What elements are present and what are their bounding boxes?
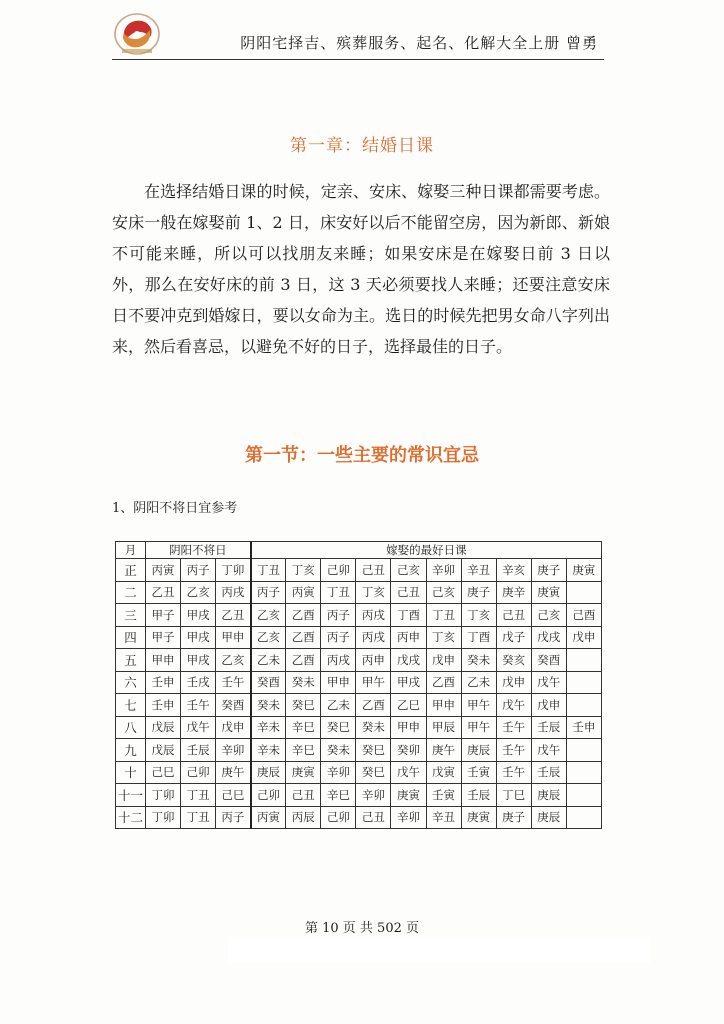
month-cell: 八 <box>116 716 146 739</box>
bujiang-day-cell: 丁卯 <box>146 784 181 807</box>
best-day-cell: 丁丑 <box>321 581 356 604</box>
best-day-cell: 壬午 <box>496 761 531 784</box>
best-day-cell: 甲午 <box>461 716 496 739</box>
best-day-cell: 戊午 <box>531 671 566 694</box>
best-day-cell: 乙酉 <box>426 671 461 694</box>
bujiang-day-cell: 己巳 <box>146 761 181 784</box>
best-day-cell: 癸酉 <box>531 649 566 672</box>
best-day-cell <box>566 806 601 829</box>
best-day-cell: 丙戌 <box>356 626 391 649</box>
table-row <box>116 694 602 717</box>
best-day-cell: 癸巳 <box>286 694 321 717</box>
table-row <box>116 626 602 649</box>
best-day-cell: 辛巳 <box>286 716 321 739</box>
best-day-cell: 癸亥 <box>496 649 531 672</box>
bujiang-day-cell: 癸酉 <box>216 694 251 717</box>
table-header-row <box>116 542 602 559</box>
best-day-cell: 戊午 <box>391 761 426 784</box>
bujiang-day-cell: 乙丑 <box>216 604 251 627</box>
bujiang-day-cell: 戊申 <box>216 716 251 739</box>
best-day-cell: 丁酉 <box>391 604 426 627</box>
best-day-cell: 戊申 <box>496 671 531 694</box>
best-day-cell: 丁酉 <box>461 626 496 649</box>
best-day-cell: 己卯 <box>321 806 356 829</box>
best-day-cell: 壬辰 <box>461 784 496 807</box>
best-day-cell: 丙辰 <box>286 806 321 829</box>
best-day-cell: 庚子 <box>461 581 496 604</box>
best-day-cell: 庚辰 <box>531 806 566 829</box>
best-day-cell: 乙亥 <box>251 604 286 627</box>
bujiang-day-cell: 甲戌 <box>181 604 216 627</box>
scan-blank-strip <box>228 937 650 963</box>
best-day-cell: 庚寅 <box>461 806 496 829</box>
bujiang-day-cell: 乙丑 <box>146 581 181 604</box>
best-day-cell: 辛丑 <box>461 559 496 582</box>
best-day-cell: 庚子 <box>531 559 566 582</box>
best-day-cell: 丁巳 <box>496 784 531 807</box>
best-day-cell: 癸酉 <box>251 671 286 694</box>
bujiang-day-cell: 己巳 <box>216 784 251 807</box>
best-day-cell: 丁亥 <box>461 604 496 627</box>
best-day-cell: 壬申 <box>566 716 601 739</box>
best-day-cell: 丙子 <box>251 581 286 604</box>
best-day-cell: 乙未 <box>251 649 286 672</box>
best-day-cell: 辛亥 <box>496 559 531 582</box>
best-day-cell: 丙申 <box>391 626 426 649</box>
best-day-cell: 己丑 <box>286 784 321 807</box>
best-day-cell: 辛未 <box>251 716 286 739</box>
table-row <box>116 806 602 829</box>
table-row <box>116 581 602 604</box>
bujiang-day-cell: 丁卯 <box>146 806 181 829</box>
month-cell: 二 <box>116 581 146 604</box>
best-day-cell: 戊子 <box>496 626 531 649</box>
intro-paragraph: 在选择结婚日课的时候，定亲、安床、嫁娶三种日课都需要考虑。安床一般在嫁娶前 1、2 日，床安好以后不能留空房，因为新郎、新娘不可能来睡，所以可以找朋友来睡；如果安床是在嫁娶日前 3 日以外，那么在安好床的前 3 日，这 3 天必须要找人来睡；还要注意安床日不要冲克到婚嫁日，要以女命为主。选日的时候先把男女命八字列出来，然后看喜忌，以避免不好的日子，选择最佳的日子。 <box>112 182 610 356</box>
best-day-cell: 丁亥 <box>426 626 461 649</box>
best-day-cell: 己亥 <box>391 559 426 582</box>
best-day-cell: 壬午 <box>496 739 531 762</box>
bujiang-day-cell: 甲子 <box>146 626 181 649</box>
best-day-cell: 甲戌 <box>391 671 426 694</box>
header-best-days: 嫁娶的最好日课 <box>251 542 602 559</box>
best-day-cell <box>566 649 601 672</box>
bujiang-day-cell: 己卯 <box>181 761 216 784</box>
month-cell: 六 <box>116 671 146 694</box>
best-day-cell: 戊戌 <box>391 649 426 672</box>
item-title: 1、阴阳不将日宜参考 <box>112 501 238 516</box>
best-day-cell: 辛未 <box>251 739 286 762</box>
table-row <box>116 649 602 672</box>
best-day-cell: 丙子 <box>321 604 356 627</box>
month-cell: 七 <box>116 694 146 717</box>
wedding-day-table <box>115 541 602 829</box>
best-day-cell: 己酉 <box>566 604 601 627</box>
best-day-cell: 壬辰 <box>531 761 566 784</box>
best-day-cell: 戊申 <box>566 626 601 649</box>
best-day-cell: 甲申 <box>391 716 426 739</box>
best-day-cell: 乙未 <box>461 671 496 694</box>
best-day-cell: 乙未 <box>321 694 356 717</box>
bujiang-day-cell: 戊午 <box>181 716 216 739</box>
bujiang-day-cell: 壬申 <box>146 671 181 694</box>
bujiang-day-cell: 壬戌 <box>181 671 216 694</box>
bujiang-day-cell: 戊辰 <box>146 716 181 739</box>
publisher-logo <box>112 12 162 58</box>
best-day-cell: 丙子 <box>321 626 356 649</box>
best-day-cell: 乙亥 <box>251 626 286 649</box>
best-day-cell: 壬寅 <box>426 784 461 807</box>
month-cell: 正 <box>116 559 146 582</box>
best-day-cell: 辛卯 <box>356 784 391 807</box>
best-day-cell: 乙酉 <box>286 649 321 672</box>
best-day-cell: 甲申 <box>321 671 356 694</box>
bujiang-day-cell: 甲戌 <box>181 626 216 649</box>
best-day-cell: 庚寅 <box>286 761 321 784</box>
best-day-cell: 癸巳 <box>321 716 356 739</box>
bujiang-day-cell: 乙亥 <box>181 581 216 604</box>
best-day-cell: 乙酉 <box>286 626 321 649</box>
best-day-cell: 甲申 <box>426 694 461 717</box>
best-day-cell: 己卯 <box>321 559 356 582</box>
best-day-cell: 己亥 <box>426 581 461 604</box>
best-day-cell: 甲辰 <box>426 716 461 739</box>
best-day-cell: 丙戌 <box>356 604 391 627</box>
best-day-cell: 壬午 <box>496 716 531 739</box>
header-divider <box>112 59 604 60</box>
best-day-cell: 戊寅 <box>426 761 461 784</box>
best-day-cell: 癸巳 <box>356 761 391 784</box>
best-day-cell: 己丑 <box>496 604 531 627</box>
best-day-cell: 己丑 <box>356 559 391 582</box>
best-day-cell: 丁亥 <box>356 581 391 604</box>
best-day-cell: 癸卯 <box>391 739 426 762</box>
best-day-cell: 丁丑 <box>251 559 286 582</box>
month-cell: 十二 <box>116 806 146 829</box>
best-day-cell <box>566 694 601 717</box>
table-row <box>116 604 602 627</box>
month-cell: 十一 <box>116 784 146 807</box>
best-day-cell: 庚辰 <box>251 761 286 784</box>
bujiang-day-cell: 丙寅 <box>146 559 181 582</box>
best-day-cell: 甲午 <box>461 694 496 717</box>
best-day-cell: 庚辰 <box>531 784 566 807</box>
month-cell: 十 <box>116 761 146 784</box>
page-header <box>112 12 604 60</box>
chapter-title: 第一章：结婚日课 <box>290 136 434 156</box>
bujiang-day-cell: 丙子 <box>216 806 251 829</box>
table-row <box>116 761 602 784</box>
bujiang-day-cell: 乙亥 <box>216 649 251 672</box>
best-day-cell: 戊午 <box>531 739 566 762</box>
month-cell: 三 <box>116 604 146 627</box>
month-cell: 九 <box>116 739 146 762</box>
best-day-cell: 癸未 <box>286 671 321 694</box>
bujiang-day-cell: 壬辰 <box>181 739 216 762</box>
best-day-cell: 辛巳 <box>321 784 356 807</box>
best-day-cell: 己亥 <box>531 604 566 627</box>
best-day-cell: 丁亥 <box>286 559 321 582</box>
best-day-cell: 庚寅 <box>391 784 426 807</box>
best-day-cell: 癸未 <box>356 716 391 739</box>
best-day-cell: 庚寅 <box>531 581 566 604</box>
table-row <box>116 559 602 582</box>
best-day-cell: 甲午 <box>356 671 391 694</box>
best-day-cell: 丁丑 <box>426 604 461 627</box>
best-day-cell <box>566 761 601 784</box>
bujiang-day-cell: 戊辰 <box>146 739 181 762</box>
best-day-cell: 壬辰 <box>531 716 566 739</box>
best-day-cell: 戊午 <box>496 694 531 717</box>
best-day-cell: 己丑 <box>391 581 426 604</box>
best-day-cell: 辛卯 <box>321 761 356 784</box>
best-day-cell: 庚辛 <box>496 581 531 604</box>
bujiang-day-cell: 丁卯 <box>216 559 251 582</box>
best-day-cell: 辛丑 <box>426 806 461 829</box>
bujiang-day-cell: 丙戌 <box>216 581 251 604</box>
bujiang-day-cell: 辛卯 <box>216 739 251 762</box>
bujiang-day-cell: 丁丑 <box>181 784 216 807</box>
best-day-cell: 庚寅 <box>566 559 601 582</box>
best-day-cell <box>566 671 601 694</box>
bujiang-day-cell: 甲申 <box>216 626 251 649</box>
bujiang-day-cell: 庚午 <box>216 761 251 784</box>
best-day-cell: 丙申 <box>356 649 391 672</box>
best-day-cell: 丙寅 <box>286 581 321 604</box>
best-day-cell: 丙寅 <box>251 806 286 829</box>
best-day-cell: 辛卯 <box>391 806 426 829</box>
bujiang-day-cell: 壬午 <box>181 694 216 717</box>
best-day-cell: 戊申 <box>531 694 566 717</box>
table-row <box>116 671 602 694</box>
table-row <box>116 739 602 762</box>
best-day-cell: 癸未 <box>321 739 356 762</box>
best-day-cell: 辛卯 <box>426 559 461 582</box>
best-day-cell: 庚子 <box>496 806 531 829</box>
book-title: 阴阳宅择吉、殡葬服务、起名、化解大全上册 曾勇 <box>240 34 598 52</box>
best-day-cell: 己丑 <box>356 806 391 829</box>
month-cell: 四 <box>116 626 146 649</box>
best-day-cell: 癸巳 <box>356 739 391 762</box>
section-title: 第一节：一些主要的常识宜忌 <box>245 445 479 466</box>
best-day-cell: 己卯 <box>251 784 286 807</box>
bujiang-day-cell: 甲子 <box>146 604 181 627</box>
best-day-cell <box>566 581 601 604</box>
bujiang-day-cell: 壬午 <box>216 671 251 694</box>
best-day-cell: 戊申 <box>426 649 461 672</box>
header-month: 月 <box>116 542 146 559</box>
best-day-cell: 辛巳 <box>286 739 321 762</box>
best-day-cell: 乙巳 <box>391 694 426 717</box>
best-day-cell: 乙酉 <box>356 694 391 717</box>
table-row <box>116 716 602 739</box>
best-day-cell: 癸未 <box>461 649 496 672</box>
best-day-cell: 癸未 <box>251 694 286 717</box>
best-day-cell: 戊戌 <box>531 626 566 649</box>
table-row <box>116 784 602 807</box>
bujiang-day-cell: 丙子 <box>181 559 216 582</box>
bujiang-day-cell: 壬申 <box>146 694 181 717</box>
bujiang-day-cell: 甲申 <box>146 649 181 672</box>
best-day-cell <box>566 739 601 762</box>
best-day-cell: 庚午 <box>426 739 461 762</box>
page-number: 第 10 页 共 502 页 <box>304 921 420 936</box>
best-day-cell: 庚辰 <box>461 739 496 762</box>
header-bujiang: 阴阳不将日 <box>146 542 251 559</box>
month-cell: 五 <box>116 649 146 672</box>
best-day-cell <box>566 784 601 807</box>
bujiang-day-cell: 甲戌 <box>181 649 216 672</box>
best-day-cell: 丙戌 <box>321 649 356 672</box>
best-day-cell: 壬寅 <box>461 761 496 784</box>
bujiang-day-cell: 丁丑 <box>181 806 216 829</box>
best-day-cell: 乙酉 <box>286 604 321 627</box>
